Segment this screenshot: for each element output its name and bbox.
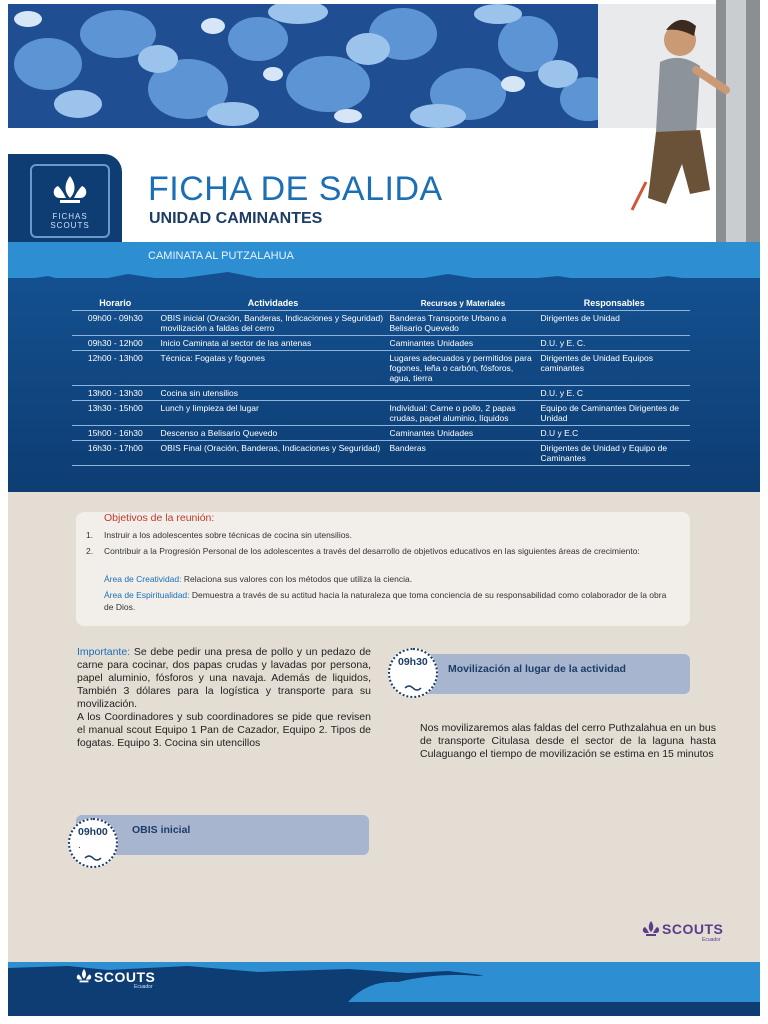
col-header-responsables: Responsables bbox=[583, 298, 645, 308]
col-header-recursos: Recursos y Materiales bbox=[420, 298, 506, 308]
time-badge bbox=[68, 818, 118, 868]
important-note bbox=[77, 646, 371, 750]
table-row bbox=[72, 441, 690, 466]
cell-responsible: D.U. y E. C bbox=[538, 386, 690, 401]
logo-frame bbox=[30, 164, 110, 238]
cell-activity: Técnica: Fogatas y fogones bbox=[159, 351, 388, 386]
cell-resources: Caminantes Unidades bbox=[387, 426, 538, 441]
movilizacion-label: Movilización al lugar de la actividad bbox=[448, 663, 626, 675]
cell-time: 09h30 - 12h00 bbox=[72, 336, 159, 351]
movilizacion-box bbox=[398, 654, 690, 694]
cell-resources: Lugares adecuados y permitidos para fogones, leña o carbón, fósforos, agua, tierra bbox=[387, 351, 538, 386]
cell-time: 12h00 - 13h00 bbox=[72, 351, 159, 386]
coordinators-text: A los Coordinadores y sub coordinadores se pide que revisen el manual scout Equipo 1 Pan de Cazador, Equipo 2. Tipos de fogatas. Equipo 3. Cocina sin utencillos bbox=[77, 711, 371, 749]
footer-band bbox=[8, 962, 760, 1016]
cell-activity: Inicio Caminata al sector de las antenas bbox=[159, 336, 388, 351]
table-row bbox=[72, 351, 690, 386]
objective-item: Contribuir a la Progresión Personal de los adolescentes a través del desarrollo de objetivos educativos en las siguientes áreas de crecimiento: bbox=[104, 546, 640, 556]
mountain-silhouette bbox=[8, 270, 760, 292]
cell-time: 15h00 - 16h30 bbox=[72, 426, 159, 441]
badge-time: 09h30 bbox=[398, 656, 428, 668]
cell-time: 13h30 - 15h00 bbox=[72, 401, 159, 426]
objective-item: Instruir a los adolescentes sobre técnicas de cocina sin utensilios. bbox=[104, 530, 353, 540]
cell-activity: OBIS Final (Oración, Banderas, Indicaciones y Seguridad) bbox=[159, 441, 388, 466]
cell-resources: Caminantes Unidades bbox=[387, 336, 538, 351]
important-label: Importante: bbox=[77, 646, 131, 658]
page-title: FICHA DE SALIDA bbox=[148, 170, 443, 208]
logo-text: FICHAS SCOUTS bbox=[50, 212, 90, 230]
area-label: Área de Espiritualidad: bbox=[104, 590, 190, 600]
badge-time: 09h00 bbox=[78, 826, 108, 838]
table-row bbox=[72, 311, 690, 336]
col-header-actividades: Actividades bbox=[247, 298, 299, 308]
cell-activity: Lunch y limpieza del lugar bbox=[159, 401, 388, 426]
cell-time: 16h30 - 17h00 bbox=[72, 441, 159, 466]
cell-responsible: D.U. y E. C. bbox=[538, 336, 690, 351]
fichas-scouts-logo bbox=[8, 154, 122, 250]
objectives-title: Objetivos de la reunión: bbox=[104, 512, 215, 524]
cell-resources: Banderas bbox=[387, 441, 538, 466]
obis-box bbox=[76, 815, 369, 855]
objective-number: 1. bbox=[86, 530, 94, 540]
scouts-wordmark: SCOUTS bbox=[94, 969, 156, 985]
area-text: Relaciona sus valores con los métodos que utiliza la ciencia. bbox=[183, 574, 413, 584]
cell-activity: Cocina sin utensilios bbox=[159, 386, 388, 401]
knot-icon bbox=[84, 854, 102, 862]
fleur-de-lis-icon bbox=[38, 172, 102, 212]
scouts-wordmark: SCOUTS bbox=[662, 921, 724, 937]
table-row bbox=[72, 426, 690, 441]
table-row bbox=[72, 401, 690, 426]
cell-responsible: D.U y E.C bbox=[538, 426, 690, 441]
badge-dot: . bbox=[78, 840, 81, 851]
scouts-country: Ecuador bbox=[702, 937, 721, 943]
cell-responsible: Dirigentes de Unidad bbox=[538, 311, 690, 336]
fleur-de-lis-icon bbox=[76, 968, 92, 986]
movilizacion-text: Nos movilizaremos alas faldas del cerro Puthzalahua en un bus de transporte Citulasa desde el sector de la laguna hasta Culaguango el tiempo de movilización se estima en 15 minutos bbox=[420, 722, 716, 760]
cell-responsible: Equipo de Caminantes Dirigentes de Unidad bbox=[538, 401, 690, 426]
objective-number: 2. bbox=[86, 546, 94, 556]
fleur-de-lis-icon bbox=[642, 920, 660, 940]
cell-activity: OBIS inicial (Oración, Banderas, Indicaciones y Seguridad) movilización a faldas del cerro bbox=[159, 311, 388, 336]
scouts-country: Ecuador bbox=[134, 984, 153, 990]
schedule-table bbox=[72, 296, 690, 466]
table-header-row bbox=[72, 296, 690, 311]
cell-time: 09h00 - 09h30 bbox=[72, 311, 159, 336]
cell-resources: Banderas Transporte Urbano a Belisario Quevedo bbox=[387, 311, 538, 336]
cell-resources bbox=[387, 386, 538, 401]
area-text: Demuestra a través de su actitud hacia la naturaleza que toma conciencia de su responsabilidad como colaborador de la obra de Dios. bbox=[104, 590, 667, 612]
cell-activity: Descenso a Belisario Quevedo bbox=[159, 426, 388, 441]
cell-responsible: Dirigentes de Unidad y Equipo de Caminantes bbox=[538, 441, 690, 466]
area-label: Área de Creatividad: bbox=[104, 574, 182, 584]
table-row bbox=[72, 386, 690, 401]
table-row bbox=[72, 336, 690, 351]
col-header-horario: Horario bbox=[99, 298, 132, 308]
outing-name: CAMINATA AL PUTZALAHUA bbox=[148, 250, 294, 262]
climber-photo bbox=[596, 0, 760, 250]
cell-responsible: Dirigentes de Unidad Equipos caminantes bbox=[538, 351, 690, 386]
knot-icon bbox=[404, 684, 422, 692]
cell-resources: Individual: Carne o pollo, 2 papas crudas, papel aluminio, líquidos bbox=[387, 401, 538, 426]
obis-label: OBIS inicial bbox=[132, 824, 191, 836]
important-text: Se debe pedir una presa de pollo y un pedazo de carne para cocinar, dos papas crudas y lavadas por persona, papel aluminio, fósforos y una navaja. Además de liquidos, También 3 dólares para la logística y transporte para su movilización. bbox=[77, 646, 371, 710]
time-badge bbox=[388, 648, 438, 698]
page-subtitle: UNIDAD CAMINANTES bbox=[149, 210, 323, 227]
cell-time: 13h00 - 13h30 bbox=[72, 386, 159, 401]
